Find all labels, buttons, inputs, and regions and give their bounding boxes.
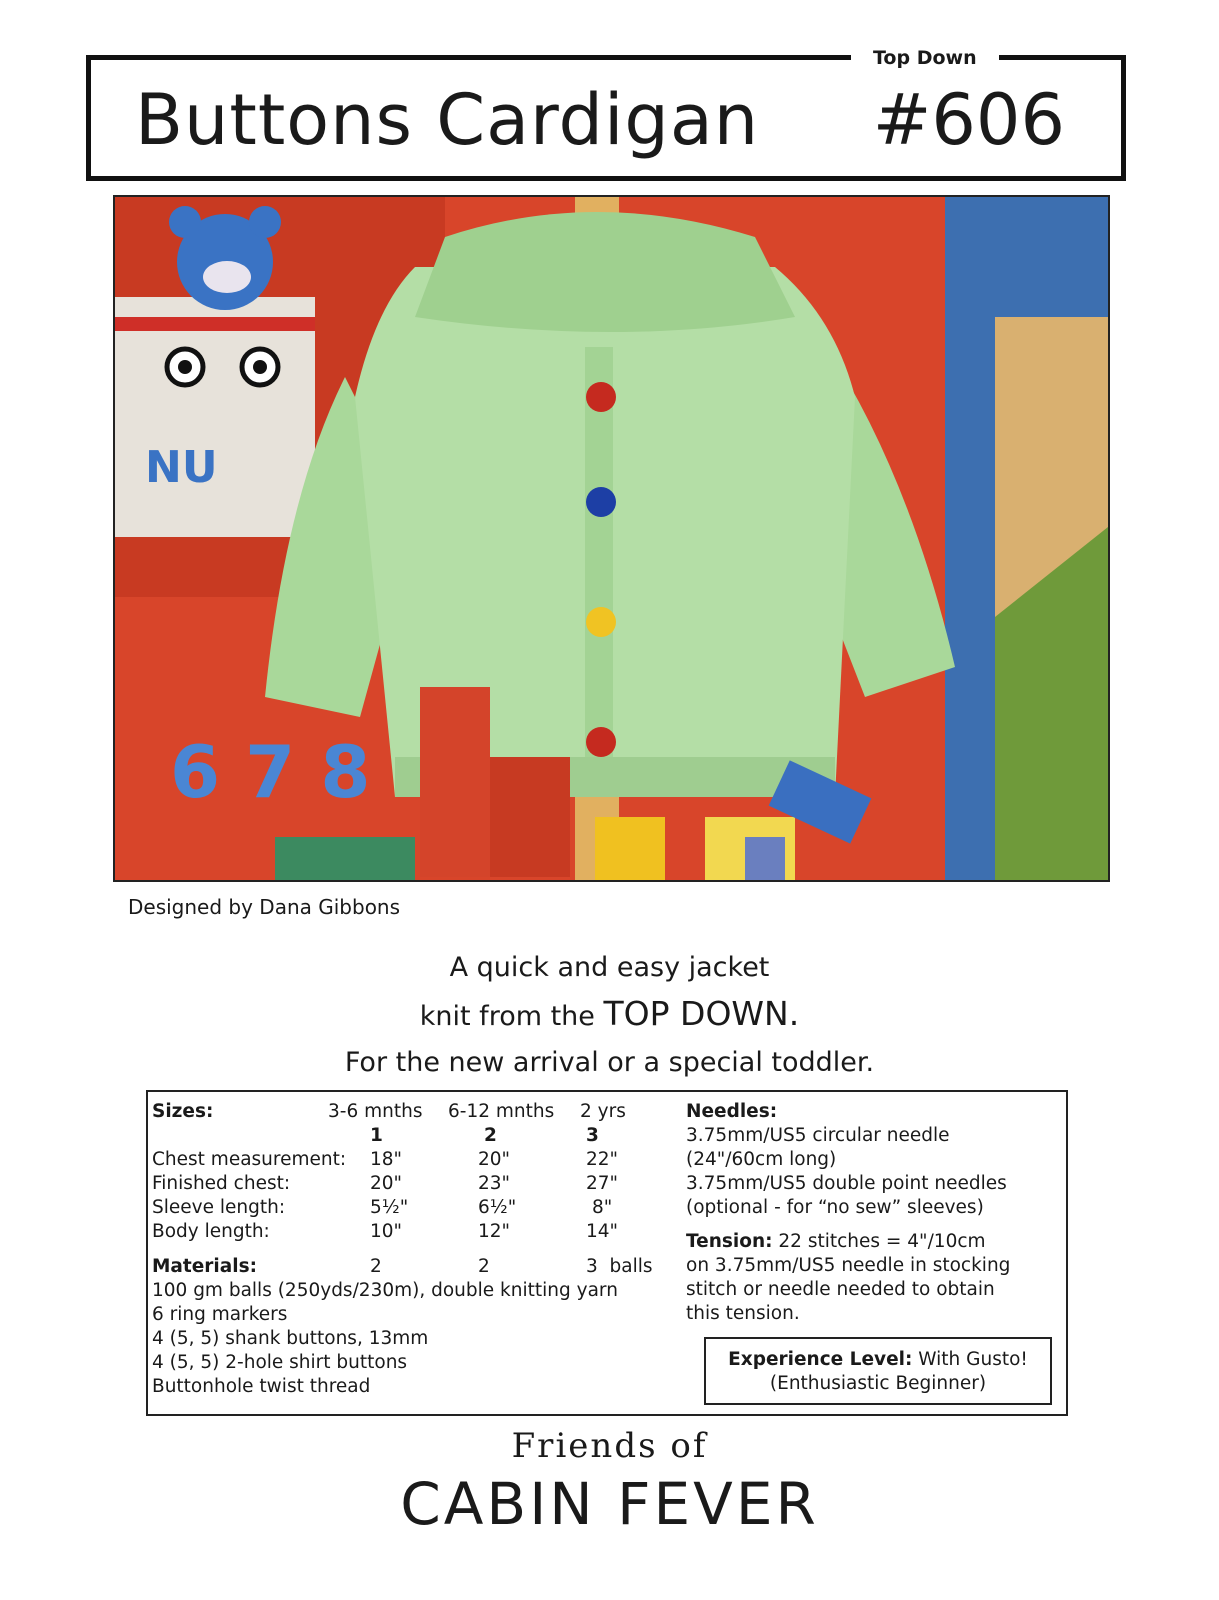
tension-line-1 bbox=[686, 1230, 986, 1254]
mat-numbers: 6 7 8 bbox=[170, 730, 371, 814]
tagline-line-2 bbox=[0, 991, 1219, 1040]
row-value: 12" bbox=[478, 1221, 511, 1242]
cardigan-photo bbox=[113, 195, 1110, 882]
row-value: 22" bbox=[586, 1149, 619, 1170]
materials-label: Materials: bbox=[152, 1256, 257, 1277]
row-value: 18" bbox=[370, 1149, 403, 1170]
tension-line: this tension. bbox=[686, 1303, 800, 1324]
needles-label: Needles: bbox=[686, 1101, 778, 1122]
experience-note: (Enthusiastic Beginner) bbox=[769, 1373, 987, 1394]
sizes-label: Sizes: bbox=[152, 1101, 214, 1122]
size-name-3: 2 yrs bbox=[580, 1101, 626, 1122]
row-value: 10" bbox=[370, 1221, 403, 1242]
row-value: 6½" bbox=[478, 1197, 517, 1218]
row-label: Chest measurement: bbox=[152, 1149, 347, 1170]
materials-line: Buttonhole twist thread bbox=[152, 1376, 371, 1397]
designer-credit: Designed by Dana Gibbons bbox=[128, 895, 401, 919]
row-value: 20" bbox=[370, 1173, 403, 1194]
experience-value: With Gusto! bbox=[918, 1349, 1028, 1370]
materials-line: 4 (5, 5) 2-hole shirt buttons bbox=[152, 1352, 408, 1373]
tagline bbox=[0, 945, 1219, 1086]
experience-label: Experience Level: bbox=[728, 1349, 913, 1370]
tension-value: 22 stitches = 4"/10cm bbox=[778, 1231, 986, 1252]
size-number-1: 1 bbox=[370, 1125, 383, 1146]
materials-value: 3 balls bbox=[586, 1256, 653, 1277]
tagline-line-3: For the new arrival or a special toddler. bbox=[344, 1047, 875, 1078]
row-value: 5½" bbox=[370, 1197, 409, 1218]
tension-line: stitch or needle needed to obtain bbox=[686, 1279, 995, 1300]
title-box bbox=[86, 47, 1126, 181]
size-number-2: 2 bbox=[484, 1125, 497, 1146]
needles-line: 3.75mm/US5 double point needles bbox=[686, 1173, 1007, 1194]
row-label: Sleeve length: bbox=[152, 1197, 286, 1218]
materials-value: 2 bbox=[370, 1256, 382, 1277]
needles-line: (optional - for “no sew” sleeves) bbox=[686, 1197, 984, 1218]
pattern-number: #606 bbox=[872, 79, 1065, 161]
tagline-line-1: A quick and easy jacket bbox=[449, 952, 770, 983]
needles-line: 3.75mm/US5 circular needle bbox=[686, 1125, 950, 1146]
materials-line: 4 (5, 5) shank buttons, 13mm bbox=[152, 1328, 429, 1349]
logo-cabin-fever: CABIN FEVER bbox=[400, 1470, 819, 1538]
row-value: 14" bbox=[586, 1221, 619, 1242]
experience-level-box bbox=[704, 1337, 1052, 1405]
size-name-1: 3-6 mnths bbox=[328, 1101, 423, 1122]
tension-label: Tension: bbox=[686, 1231, 773, 1252]
row-value: 23" bbox=[478, 1173, 511, 1194]
materials-line: 100 gm balls (250yds/230m), double knitting yarn bbox=[152, 1280, 618, 1301]
needles-line: (24"/60cm long) bbox=[686, 1149, 837, 1170]
mat-letters: NU bbox=[145, 442, 218, 493]
specifications-box bbox=[146, 1090, 1068, 1416]
pattern-title: Buttons Cardigan bbox=[135, 79, 760, 161]
tagline-top-down: TOP DOWN. bbox=[603, 994, 800, 1033]
logo-friends-of: Friends of bbox=[511, 1426, 708, 1466]
row-value: 20" bbox=[478, 1149, 511, 1170]
row-label: Finished chest: bbox=[152, 1173, 291, 1194]
experience-line bbox=[706, 1348, 1050, 1372]
tagline-line-2-prefix: knit from the bbox=[419, 1001, 595, 1032]
size-number-3: 3 bbox=[586, 1125, 599, 1146]
size-name-2: 6-12 mnths bbox=[448, 1101, 555, 1122]
materials-line: 6 ring markers bbox=[152, 1304, 288, 1325]
row-value: 27" bbox=[586, 1173, 619, 1194]
tension-line: on 3.75mm/US5 needle in stocking bbox=[686, 1255, 1011, 1276]
row-value: 8" bbox=[592, 1197, 613, 1218]
title-tag: Top Down bbox=[851, 46, 999, 70]
knitted-cardigan-photo-icon bbox=[115, 197, 1108, 880]
materials-value: 2 bbox=[478, 1256, 490, 1277]
row-label: Body length: bbox=[152, 1221, 270, 1242]
